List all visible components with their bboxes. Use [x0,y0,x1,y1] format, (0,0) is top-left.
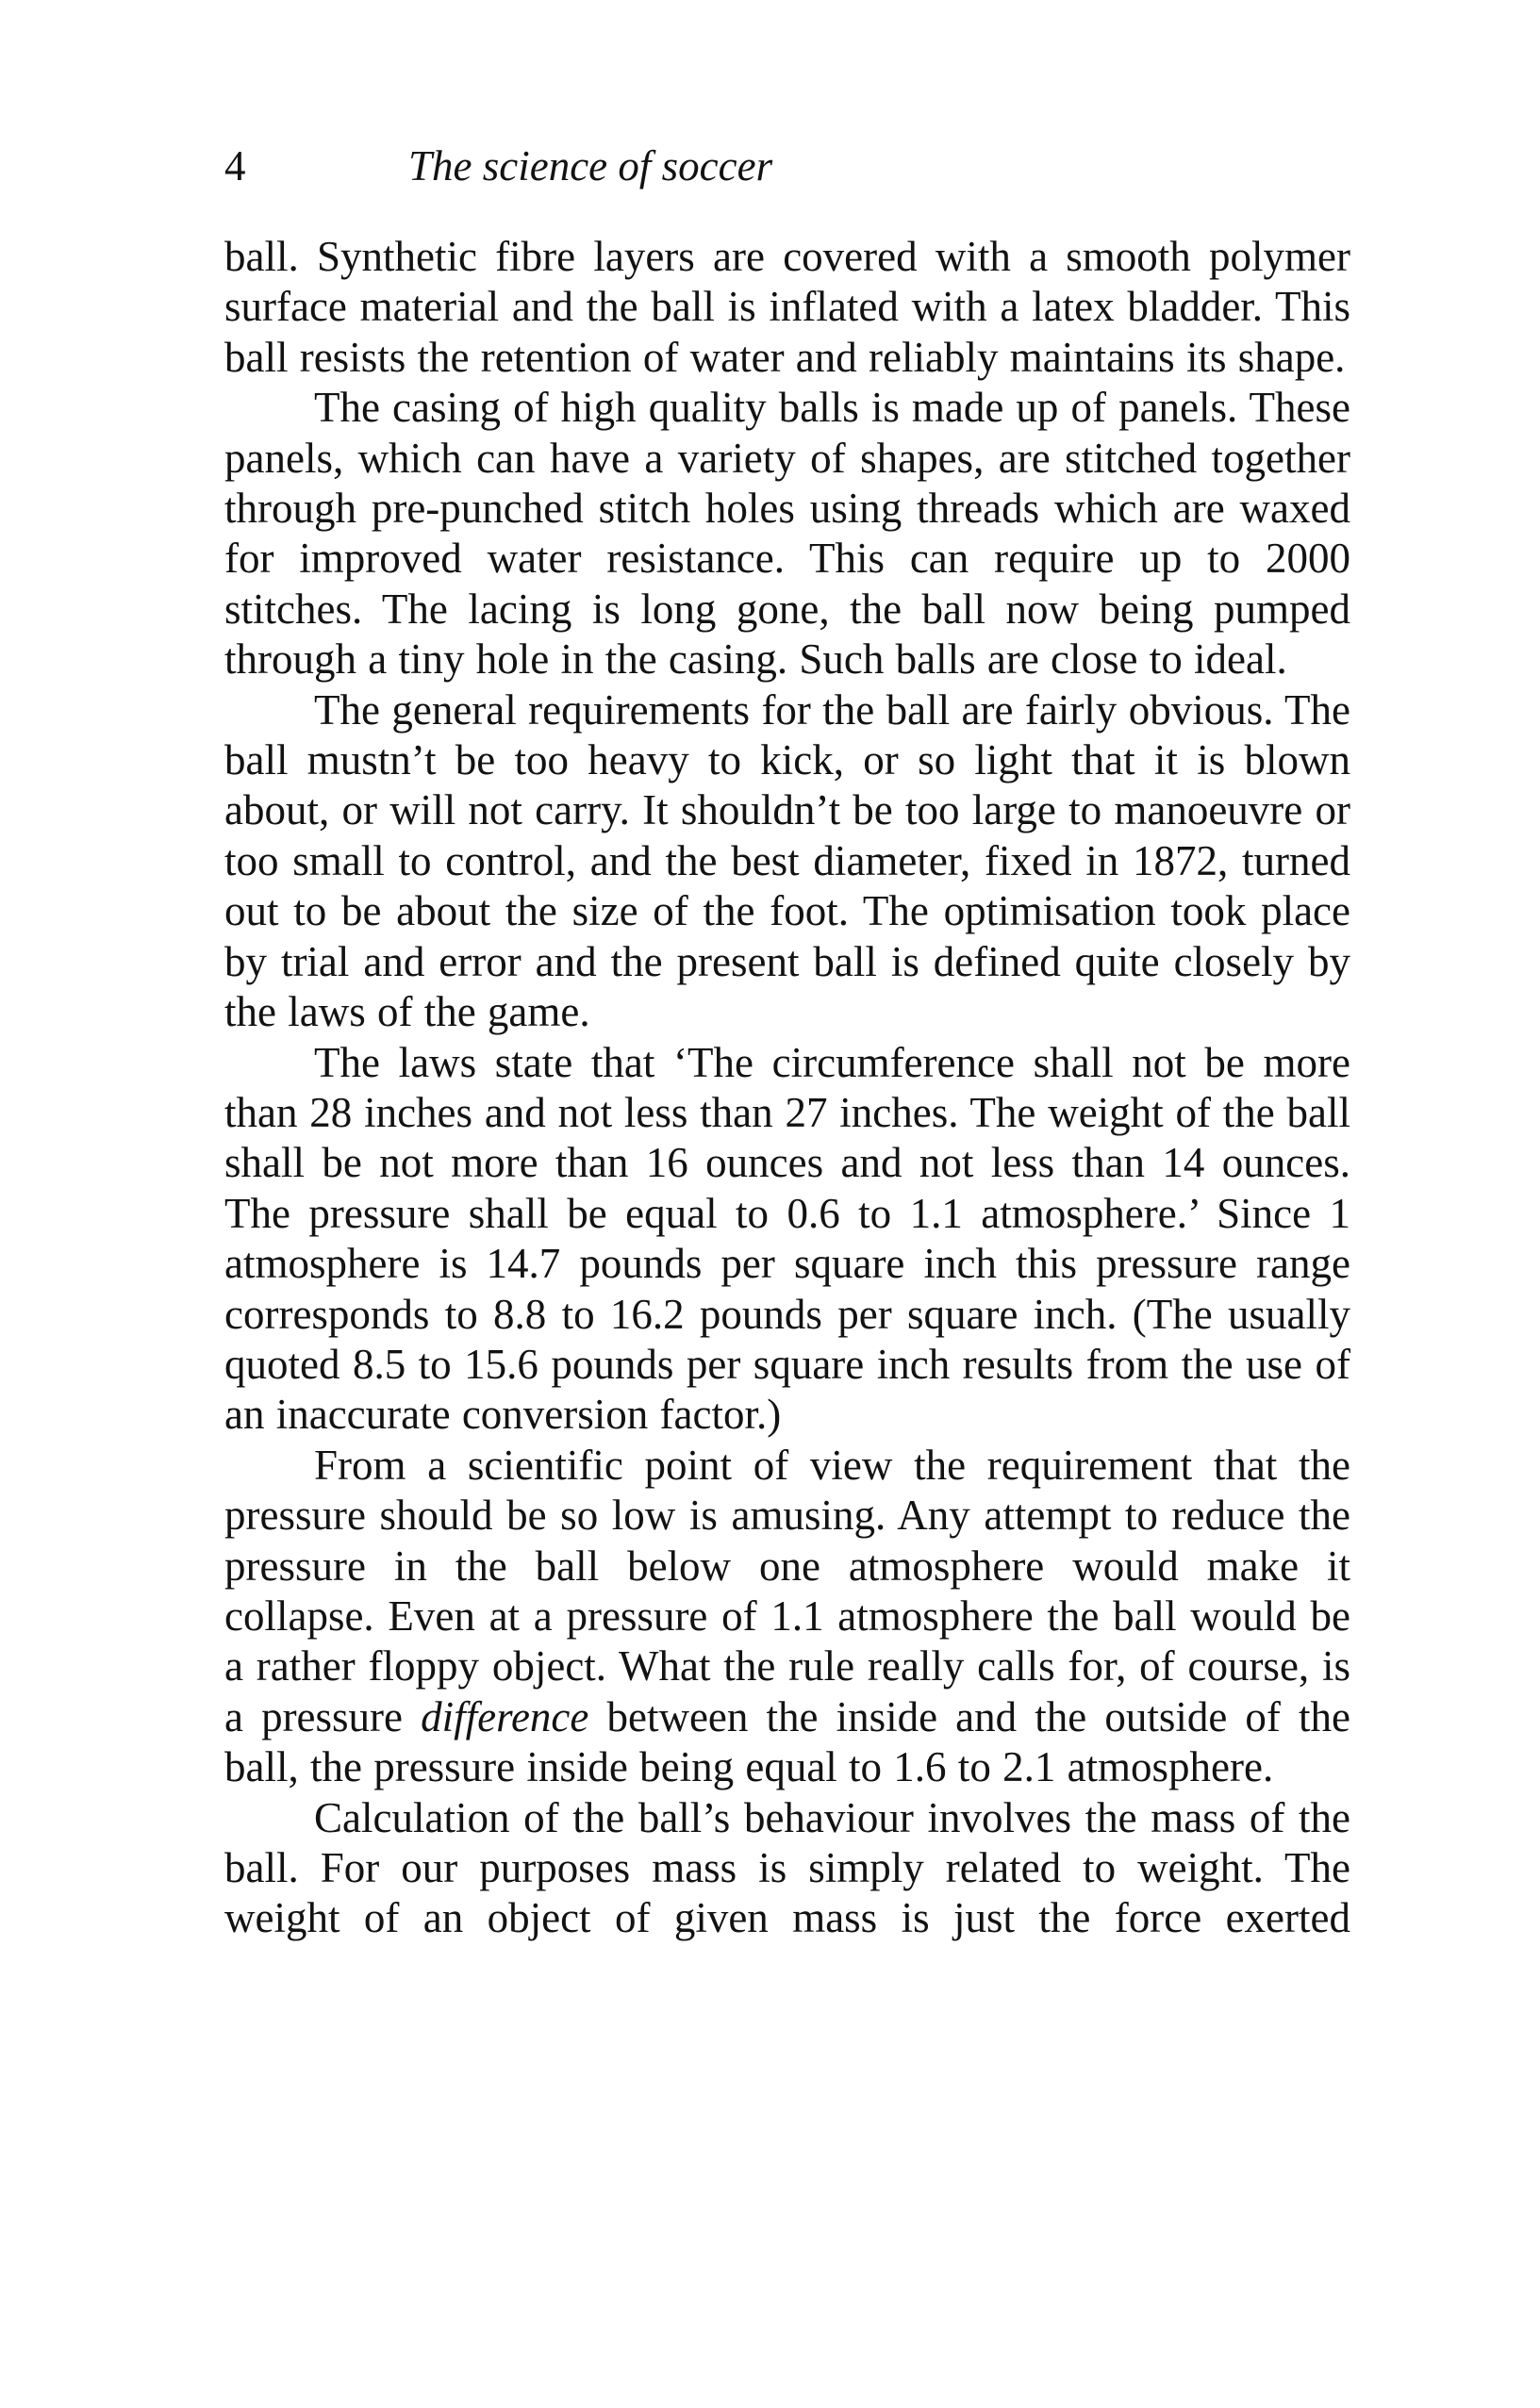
italic-text: difference [421,1692,589,1740]
body-text-segment: From a scientific point of view the requirement that the pressure should be so low is amusing. Any attempt to reduce the pressure in the ball below one atmosphere would make it collapse. Even at a pressure of 1.1 atmosphere the ball would be a rather floppy object. What the rule really calls for, of course, is a pressure [224,1441,1350,1740]
body-text-segment: The casing of high quality balls is made up of panels. These panels, which can have a variety of shapes, are stitched together through pre-punched stitch holes using threads which are waxed for improved water resistance. This can require up to 2000 stitches. The lacing is long gone, the ball now being pumped through a tiny hole in the casing. Such balls are close to ideal. [224,384,1350,684]
body-text-segment: between the inside and the outside of the ball, the pressure inside being equal to 1.6 to 2.1 atmosphere. [224,1692,1350,1791]
paragraph-6 [224,1793,1350,1944]
body-text-segment: ball. Synthetic fibre layers are covered with a smooth polymer surface material and the ball is inflated with a latex bladder. This ball resists the retention of water and reliably maintains its shape. [224,233,1350,381]
paragraph-2 [224,383,1350,684]
page-header [224,141,1350,198]
running-title: The science of soccer [408,142,773,190]
paragraph-1 [224,232,1350,383]
body-text-segment: The general requirements for the ball are fairly obvious. The ball mustn’t be too heavy to kick, or so light that it is blown about, or will not carry. It shouldn’t be too large to manoeuvre or too small to control, and the best diameter, fixed in 1872, turned out to be about the size of the foot. The optimisation took place by trial and error and the present ball is defined quite closely by the laws of the game. [224,685,1350,1036]
body-text-segment: Calculation of the ball’s behaviour involves the mass of the ball. For our purposes mass is simply related to weight. The weight of an object of given mass is just the force exerted [224,1793,1350,1942]
body-text-segment: The laws state that ‘The circumference shall not be more than 28 inches and not less than 27 inches. The weight of the ball shall be not more than 16 ounces and not less than 14 ounces. The pressure shall be equal to 0.6 to 1.1 atmosphere.’ Since 1 atmosphere is 14.7 pounds per square inch this pressure range corresponds to 8.8 to 16.2 pounds per square inch. (The usually quoted 8.5 to 15.6 pounds per square inch results from the use of an inaccurate conversion factor.) [224,1038,1350,1439]
text-block [224,232,1350,1944]
paragraph-4 [224,1038,1350,1441]
paragraph-5 [224,1441,1350,1793]
paragraph-3 [224,685,1350,1038]
page-number: 4 [224,142,246,190]
